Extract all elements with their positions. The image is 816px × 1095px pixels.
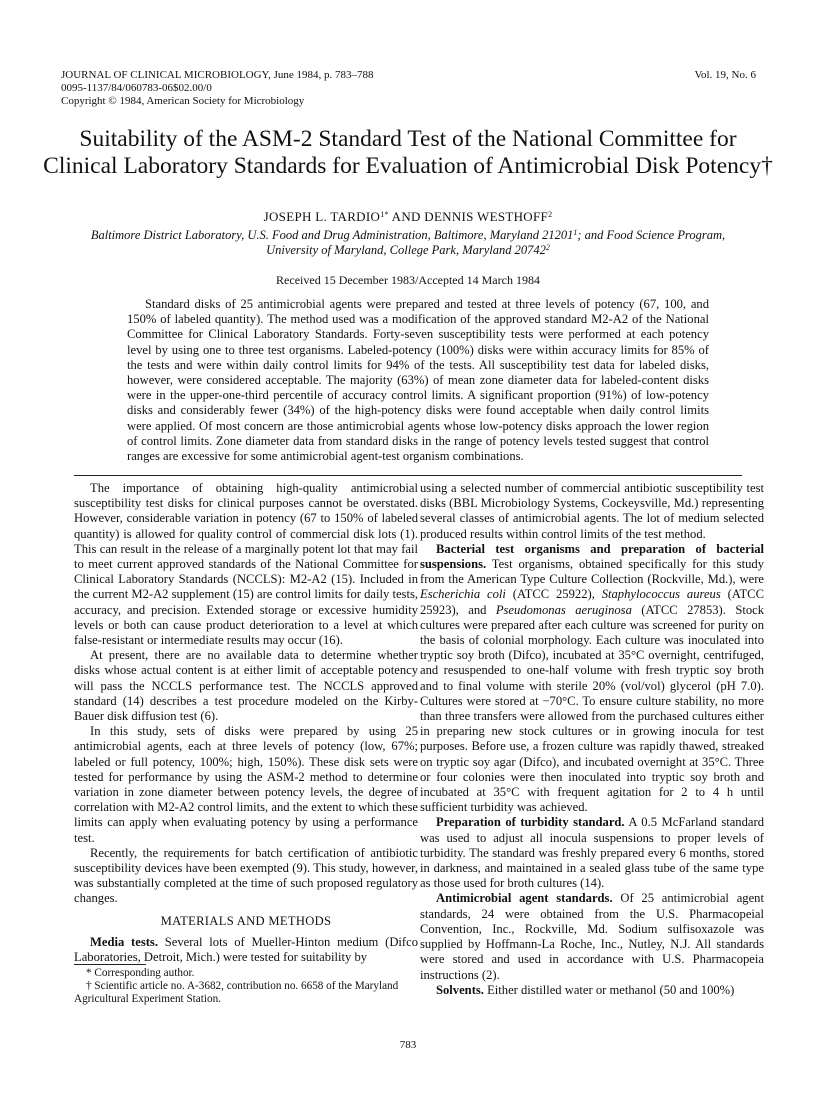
solvents-text: Either distilled water or methanol (50 and 100%) [483,982,735,997]
affiliation [70,228,746,258]
author-tardio-marker: 1* [380,210,389,219]
solvents-heading: Solvents. [436,982,484,997]
species-e-coli: Escherichia coli [420,587,506,602]
copyright-line: Copyright © 1984, American Society for Microbiology [61,95,305,107]
turbidity-standard-heading: Preparation of turbidity standard. [436,815,625,830]
footnotes [74,967,418,1005]
media-tests-heading: Media tests. [90,934,158,949]
abstract-divider [74,475,742,476]
affiliation-part-2: ; and Food Science Program, University of Maryland, College Park, Maryland 20742 [266,228,726,257]
turbidity-standard-text: A 0.5 McFarland standard was used to adjust all inocula suspensions to proper levels of turbidity. The standard was freshly prepared every 6 months, stored in darkness, and maintained in a sealed glass tube of the same type as those used for broth cultures (14). [420,815,764,891]
footnote-divider [74,964,146,965]
turbidity-standard-paragraph [420,815,764,891]
left-column [74,481,418,965]
affiliation-part-1: Baltimore District Laboratory, U.S. Food and Drug Administration, Baltimore, Maryland 21201 [90,228,574,242]
author-conjunction: AND [388,209,425,224]
affiliation-marker-1: 1 [573,228,578,237]
author-westhoff: DENNIS WESTHOFF [424,209,549,224]
author-line [40,209,776,225]
bacterial-organisms-paragraph [420,542,764,816]
species-p-aeruginosa: Pseudomonas aeruginosa [495,602,632,617]
intro-paragraph-2: At present, there are no available data to determine whether disks whose actual content is at either limit of acceptable potency will pass the NCCLS performance test. The NCCLS approved standard (14) describes a test procedure modeled on the Kirby-Bauer disk diffusion test (6). [74,648,418,724]
bacterial-text-1: Test organisms, obtained specifically for this study from the American Type Culture Collection (Rockville, Md.), were [420,557,764,587]
solvents-paragraph [420,983,764,998]
article-title: Suitability of the ASM-2 Standard Test of the National Committee for Clinical Laboratory Standards for Evaluation of Antimicrobial Disk Potency† [43,126,773,179]
media-tests-paragraph [74,935,418,965]
section-heading-materials-methods: MATERIALS AND METHODS [160,913,332,928]
author-tardio: JOSEPH L. TARDIO [263,209,381,224]
intro-paragraph-1: The importance of obtaining high-quality antimicrobial susceptibility test disks for clinical purposes cannot be overstated. However, considerable variation in potency (67 to 150% of labeled quantity) is allowed for quality control of commercial disk lots (1). This can result in the release of a marginally potent lot that may fail to meet current approved standards of the National Committee for Clinical Laboratory Standards (NCCLS): M2-A2 (15). Included in the current M2-A2 supplement (15) are control limits for daily tests, accuracy, and precision. Extended storage or excessive humidity levels or both can cause product deterioration to a level at which false-resistant or intermediate results may occur (16). [74,481,418,648]
article-code: 0095-1137/84/060783-06$02.00/0 [61,82,212,94]
abstract: Standard disks of 25 antimicrobial agents were prepared and tested at three levels of potency (67, 100, and 150% of labeled quantity). The method used was a modification of the approved standard M2-A2 of the National Committee for Clinical Laboratory Standards. Forty-seven susceptibility tests were performed at each potency level by using one to three test organisms. Labeled-potency (100%) disks were within accuracy limits for 85% of the tests and were within daily control limits for 94% of the tests. All susceptibility test data for labeled disks, however, were considered acceptable. The majority (63%) of mean zone diameter data for labeled-content disks were in the upper-one-third percentile of accuracy control limits. A significant proportion (91%) of low-potency disks and considerably fewer (34%) of the high-potency disks were found acceptable when daily control limits were applied. Of most concern are those antimicrobial agents whose low-potency disks approach the lower region of control limits. Zone diameter data from standard disks in the range of potency levels tested suggest that control ranges are excessive for some antimicrobial agent-test organism combinations. [127,297,709,464]
antimicrobial-standards-heading: Antimicrobial agent standards. [436,891,613,906]
footnote-scientific-article: † Scientific article no. A-3682, contribution no. 6658 of the Maryland Agricultural Experiment Station. [74,979,399,1005]
author-westhoff-marker: 2 [548,210,553,219]
antimicrobial-standards-paragraph [420,891,764,982]
media-tests-text: Several lots of Mueller-Hinton medium (Difco Laboratories, Detroit, Mich.) were tested for suitability by [74,934,418,965]
antimicrobial-standards-text: Of 25 antimicrobial agent standards, 24 were obtained from the U.S. Pharmacopeial Convention, Inc., Rockville, Md. Sodium sulfisoxazole was supplied by Hoffmann-La Roche, Inc., Nutley, N.J. All standards were stored and used in accordance with U.S. Pharmacopeia instructions (2). [420,891,764,982]
bacterial-organisms-heading: Bacterial test organisms and preparation of bacterial suspensions. [420,541,764,572]
media-continued-paragraph: using a selected number of commercial antibiotic susceptibility test disks (BBL Microbiology Systems, Cockeysville, Md.) representing several classes of antimicrobial agents. The lot of medium selected produced results within control limits of the test method. [420,481,764,541]
intro-paragraph-4: Recently, the requirements for batch certification of antibiotic susceptibility devices have been exempted (9). This study, however, was substantially completed at the time of such proposed regulatory changes. [74,845,418,906]
right-column [420,481,764,998]
bacterial-text-3: (ATCC 25923), and [420,587,764,617]
footnote-corresponding: * Corresponding author. [86,967,195,979]
species-s-aureus: Staphylococcus aureus [601,587,721,602]
affiliation-marker-2: 2 [545,243,550,252]
journal-line: JOURNAL OF CLINICAL MICROBIOLOGY, June 1984, p. 783–788 [61,69,374,81]
bacterial-text-4: (ATCC 27853). Stock cultures were prepared after each culture was screened for purity on the basis of colonial morphology. Each culture was inoculated into tryptic soy broth (Difco), incubated at 35°C overnight, centrifuged, and resuspended to one-half volume with fresh tryptic soy broth and to final volume with sterile 20% (vol/vol) glycerol (pH 7.0). Cultures were stored at −70°C. To ensure culture stability, no more than three transfers were allowed from the purchased cultures either in preparing new stock cultures or in growing inocula for test purposes. Before use, a frozen culture was rapidly thawed, streaked on tryptic soy agar (Difco), and incubated overnight at 35°C. Three or four colonies were then inoculated into tryptic soy broth and incubated at 35°C with frequent agitation for 2 to 4 h until sufficient turbidity was achieved. [420,602,764,815]
page-number: 783 [399,1039,417,1051]
received-dates: Received 15 December 1983/Accepted 14 March 1984 [276,273,540,287]
intro-paragraph-3: In this study, sets of disks were prepared by using 25 antimicrobial agents, each at three levels of potency (low, 67%; labeled or full potency, 100%; high, 150%). These disk sets were tested for performance by using the ASM-2 method to determine variation in zone diameter between potency levels, the degree of correlation with M2-A2 control limits, and the extent to which these limits can apply when evaluating potency by using a performance test. [74,724,418,845]
bacterial-text-2: (ATCC 25922), [505,587,602,602]
volume-issue: Vol. 19, No. 6 [694,69,756,81]
